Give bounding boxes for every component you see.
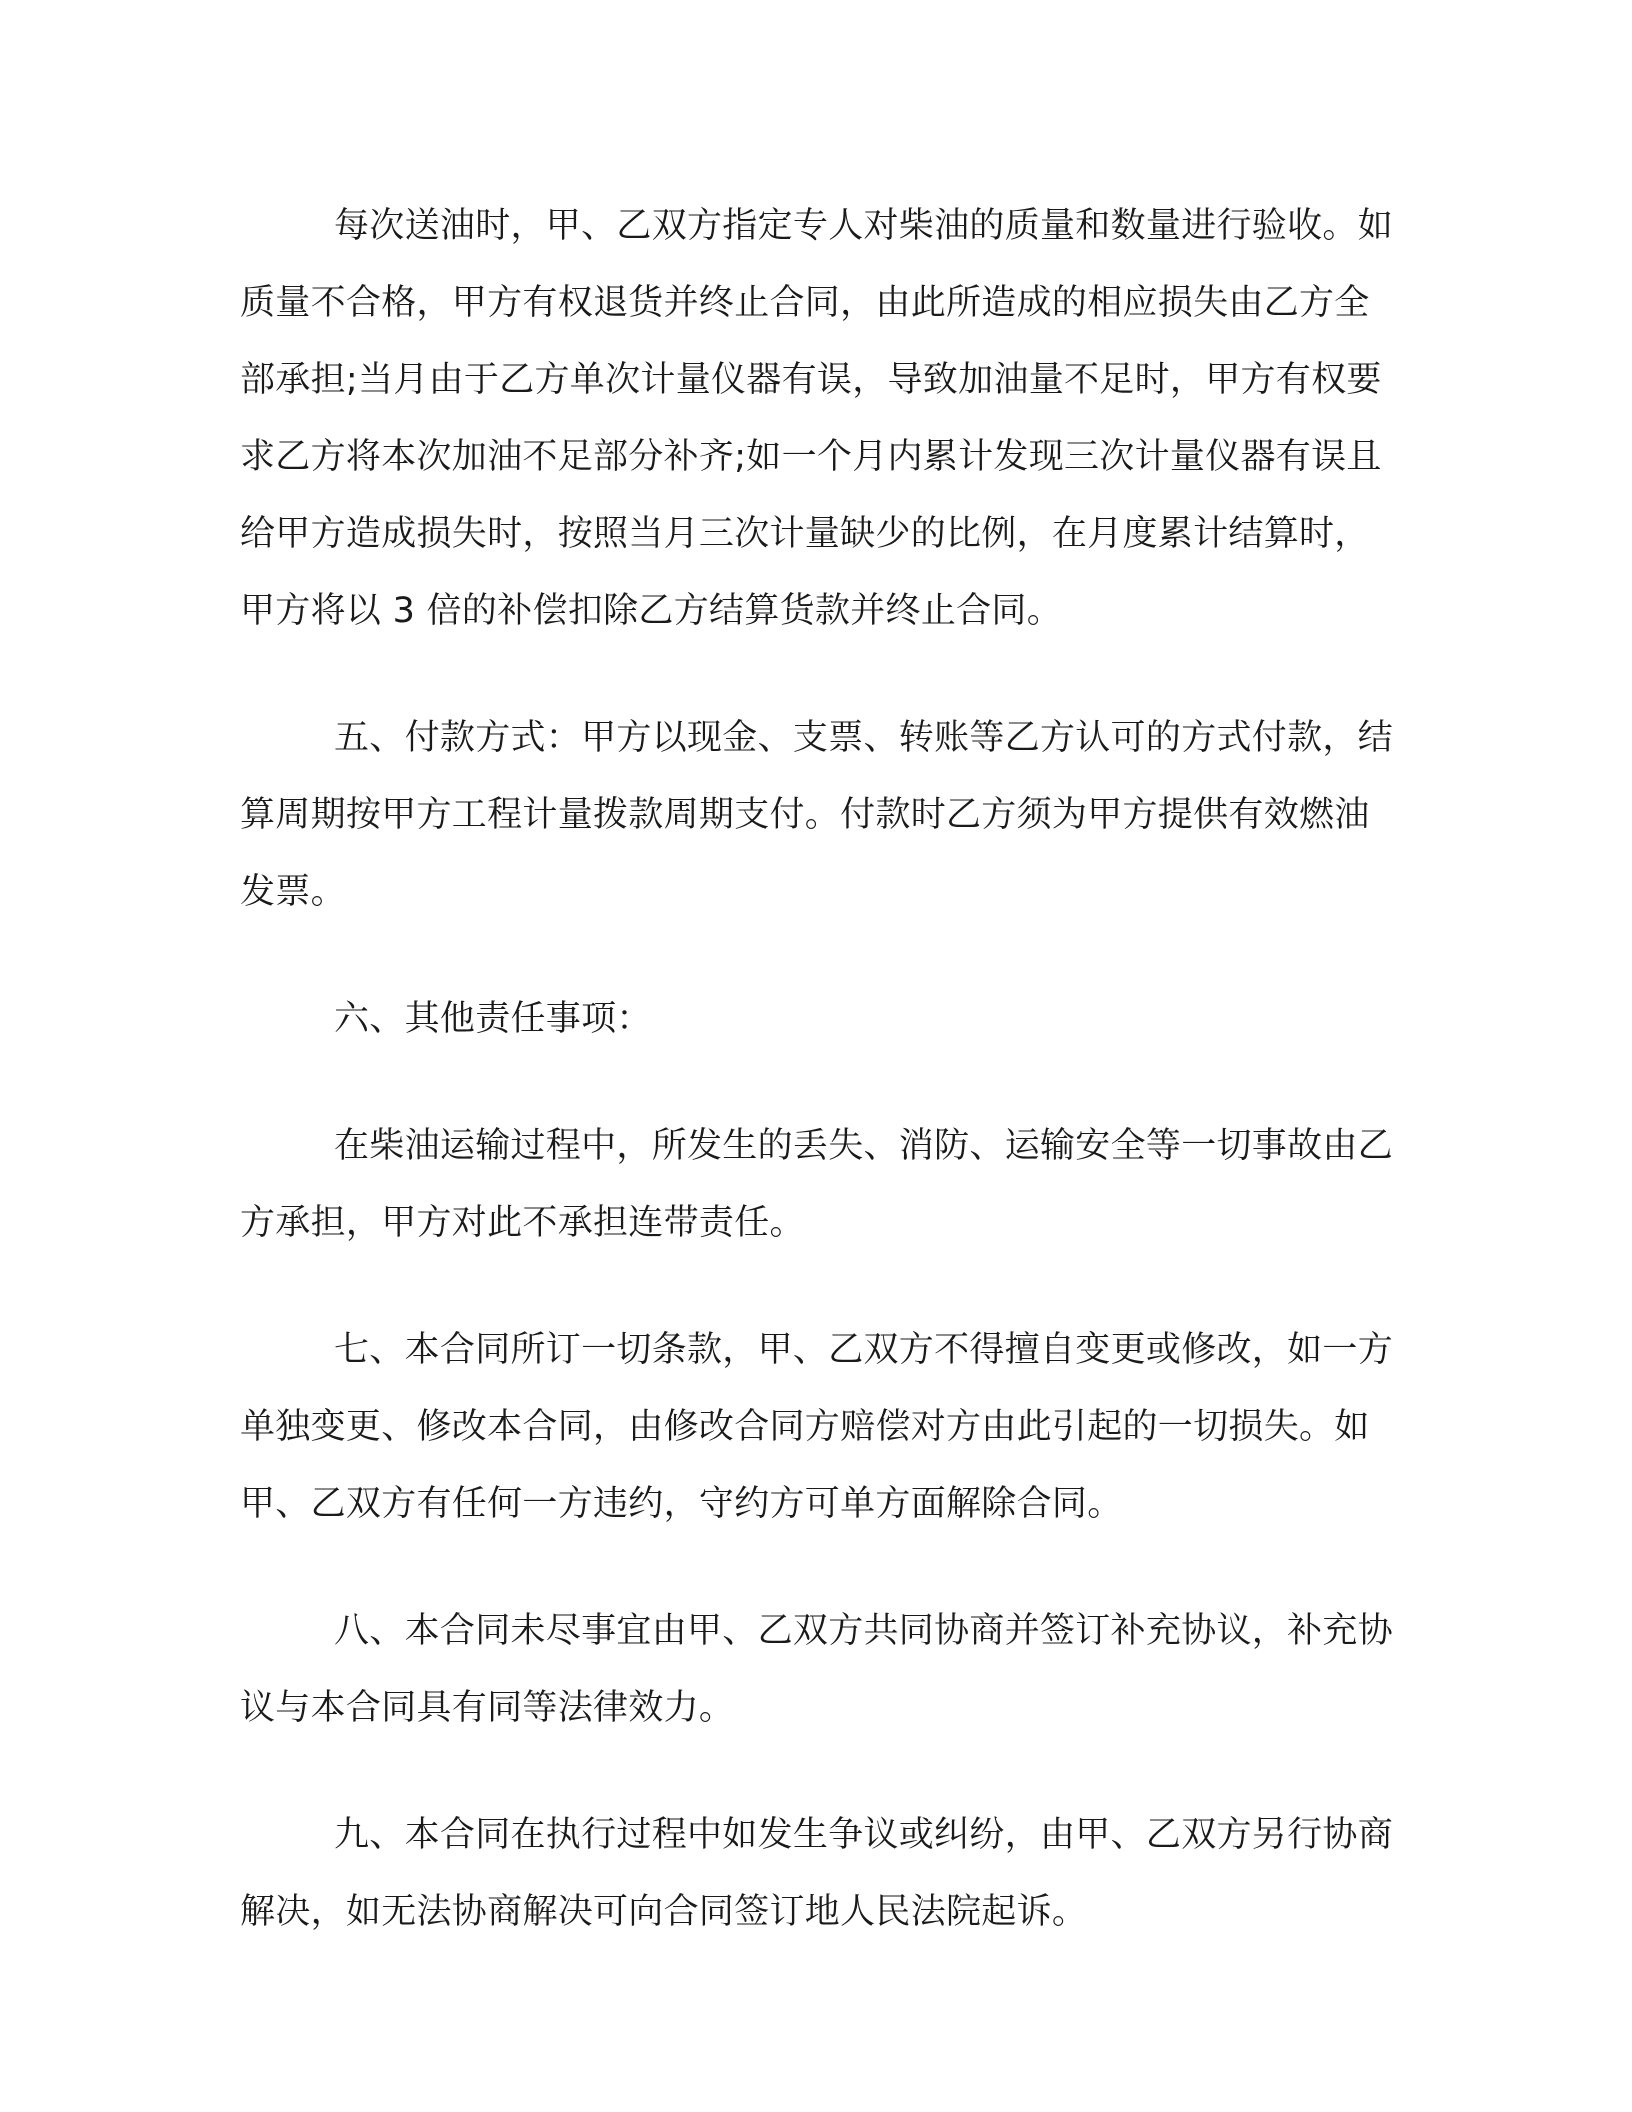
paragraph-payment-method: 五、付款方式：甲方以现金、支票、转账等乙方认可的方式付款，结算周期按甲方工程计量拨款周期支付。付款时乙方须为甲方提供有效燃油发票。 <box>240 718 1394 912</box>
paragraph-other-responsibilities-heading: 六、其他责任事项： <box>334 999 652 1039</box>
paragraph-modification-breach: 七、本合同所订一切条款，甲、乙双方不得擅自变更或修改，如一方单独变更、修改本合同，由修改合同方赔偿对方由此引起的一切损失。如甲、乙双方有任何一方违约，守约方可单方面解除合同。 <box>240 1330 1394 1524</box>
paragraph-dispute-resolution: 九、本合同在执行过程中如发生争议或纠纷，由甲、乙双方另行协商解决，如无法协商解决可向合同签订地人民法院起诉。 <box>240 1815 1394 1932</box>
paragraph-transport-liability: 在柴油运输过程中，所发生的丢失、消防、运输安全等一切事故由乙方承担，甲方对此不承担连带责任。 <box>240 1126 1394 1243</box>
document-body <box>240 188 1400 2001</box>
paragraph-acceptance-inspection: 每次送油时，甲、乙双方指定专人对柴油的质量和数量进行验收。如质量不合格，甲方有权退货并终止合同，由此所造成的相应损失由乙方全部承担;当月由于乙方单次计量仪器有误，导致加油量不足时，甲方有权要求乙方将本次加油不足部分补齐;如一个月内累计发现三次计量仪器有误且给甲方造成损失时，按照当月三次计量缺少的比例，在月度累计结算时，甲方将以 3 倍的补偿扣除乙方结算货款并终止合同。 <box>240 206 1394 631</box>
paragraph-supplementary-agreement: 八、本合同未尽事宜由甲、乙双方共同协商并签订补充协议，补充协议与本合同具有同等法律效力。 <box>240 1611 1394 1728</box>
